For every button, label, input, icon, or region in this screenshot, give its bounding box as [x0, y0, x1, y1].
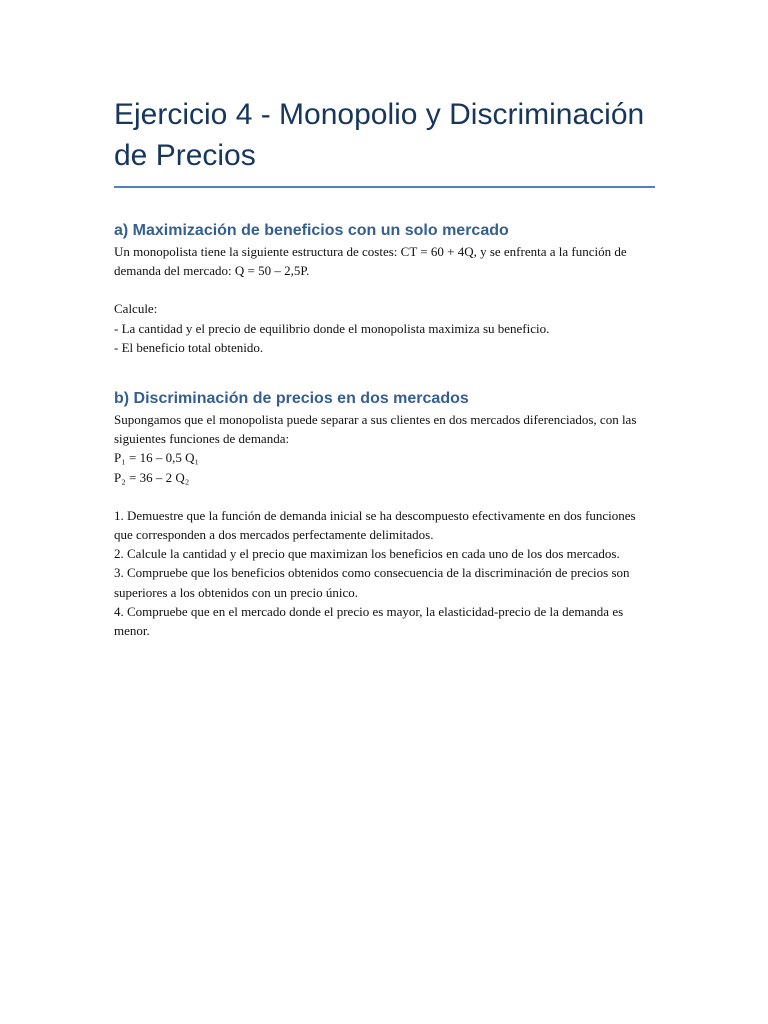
task-item: 1. Demuestre que la función de demanda inicial se ha descompuesto efectivamente en dos funciones que corresponden a dos mercados perfectamente delimitados. [114, 507, 636, 543]
demand-equation-2: P₂ = 36 – 2 Q₂ [114, 469, 190, 485]
intro-text: Supongamos que el monopolista puede separar a sus clientes en dos mercados diferenciados, con las siguientes funciones de demanda: [114, 412, 637, 447]
section-b [114, 388, 654, 640]
paragraph-spacer [114, 487, 654, 506]
section-a [114, 220, 654, 357]
paragraph-spacer [114, 280, 654, 299]
section-a-intro: Un monopolista tiene la siguiente estructura de costes: CT = 60 + 4Q, y se enfrenta a la función de demanda del mercado: Q = 50 – 2,5P. [114, 244, 627, 279]
demand-equation-1: P₁ = 16 – 0,5 Q₁ [114, 450, 200, 466]
task-item: 4. Compruebe que en el mercado donde el precio es mayor, la elasticidad-precio de la demanda es menor. [114, 603, 624, 639]
task-item: 3. Compruebe que los beneficios obtenidos como consecuencia de la discriminación de precios son superiores a los obtenidos con un precio único. [114, 565, 630, 600]
list-item: - El beneficio total obtenido. [114, 339, 264, 355]
title-underline [114, 186, 655, 188]
section-a-questions [114, 299, 654, 357]
calcule-label: Calcule: [114, 301, 158, 317]
task-item: 2. Calcule la cantidad y el precio que maximizan los beneficios en cada uno de los dos mercados. [114, 546, 620, 562]
section-a-heading: a) Maximización de beneficios con un solo mercado [114, 222, 509, 239]
list-item: - La cantidad y el precio de equilibrio donde el monopolista maximiza su beneficio. [114, 320, 550, 336]
section-b-heading: b) Discriminación de precios en dos mercados [114, 390, 469, 408]
section-b-tasks [114, 506, 654, 640]
section-b-intro [114, 410, 654, 487]
page-title: Ejercicio 4 - Monopolio y Discriminación de Precios [114, 98, 645, 172]
